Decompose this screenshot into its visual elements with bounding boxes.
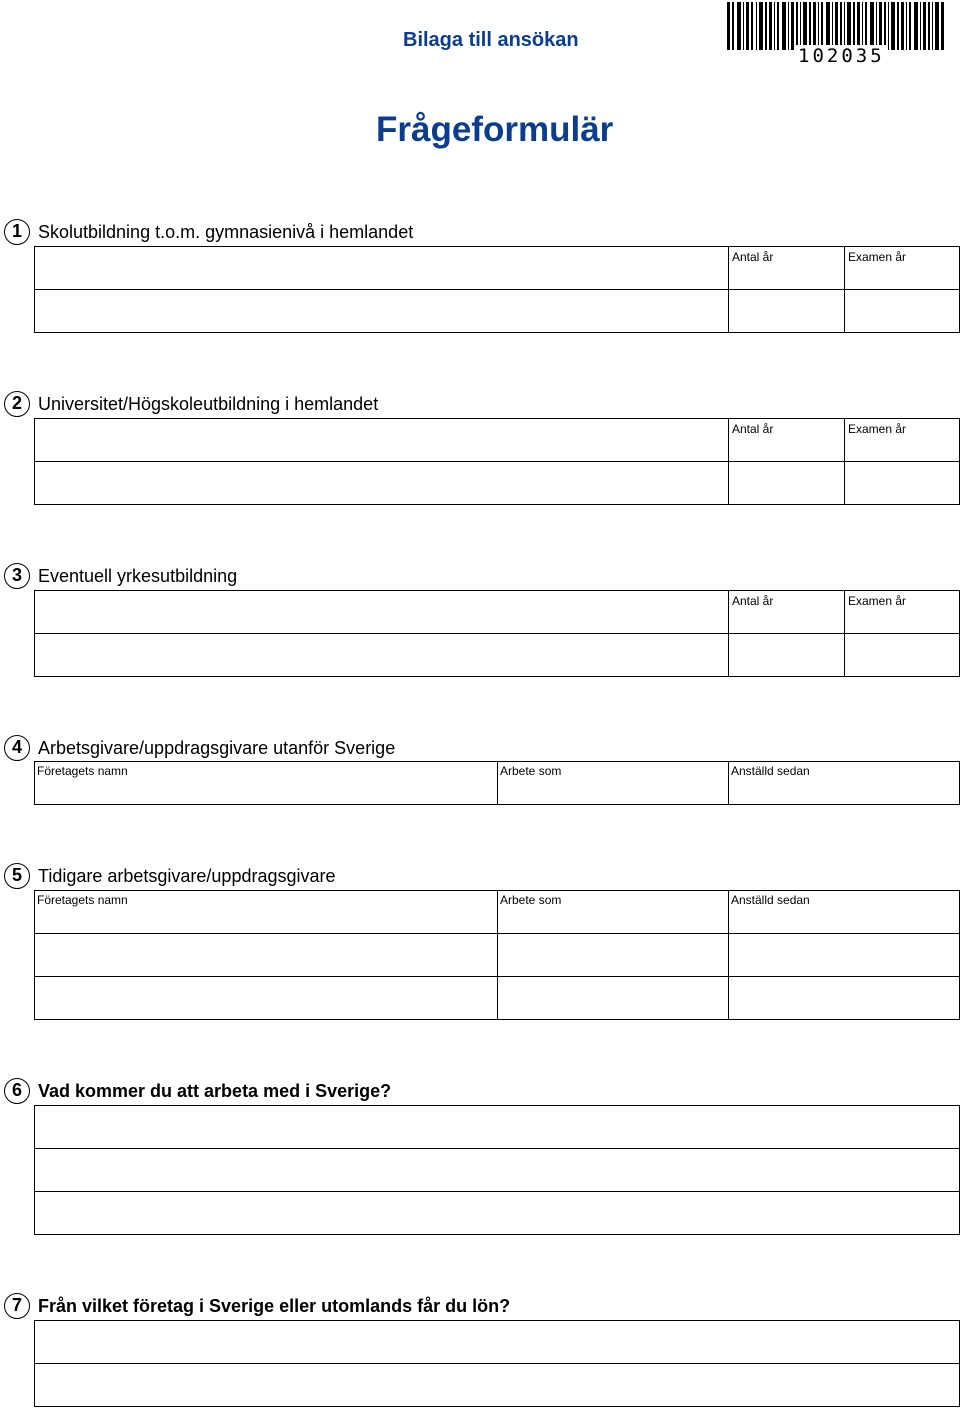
work-in-sweden-field-row2[interactable] [36,1150,958,1190]
section-number: 1 [4,219,30,245]
form-header-title: Bilaga till ansökan [403,29,579,51]
salary-company-field-row2[interactable] [36,1365,958,1405]
previous-employed-since-field-row2[interactable] [729,934,958,974]
university-exam-year-field-row2[interactable] [845,463,957,503]
company-name-label: Företagets namn [37,893,128,907]
school-years-field-row2[interactable] [729,291,841,331]
school-exam-year-field[interactable] [845,262,957,288]
company-name-label: Företagets namn [37,764,128,778]
employed-since-field[interactable] [729,778,958,803]
exam-year-label: Examen år [848,422,907,436]
years-label: Antal år [732,594,774,608]
section-number: 4 [4,735,30,761]
section-number: 7 [4,1293,30,1319]
previous-employed-since-field[interactable] [729,907,958,932]
work-as-field[interactable] [498,778,726,803]
exam-year-label: Examen år [848,594,907,608]
university-exam-year-field[interactable] [845,434,957,460]
section-number: 3 [4,563,30,589]
section-title: Vad kommer du att arbeta med i Sverige? [38,1081,392,1101]
vocational-field[interactable] [36,592,726,632]
work-as-label: Arbete som [500,893,562,907]
years-label: Antal år [732,422,774,436]
vocational-exam-year-field-row2[interactable] [845,635,957,675]
university-field[interactable] [36,420,726,460]
company-name-field[interactable] [36,778,495,803]
work-in-sweden-field-row1[interactable] [36,1107,958,1147]
previous-company-field[interactable] [36,907,495,932]
section-title: Universitet/Högskoleutbildning i hemlandet [38,394,379,414]
page-title: Frågeformulär [376,110,614,149]
school-field-row2[interactable] [36,291,726,331]
employed-since-label: Anställd sedan [731,893,810,907]
school-years-field[interactable] [729,262,841,288]
work-in-sweden-field-row3[interactable] [36,1193,958,1233]
previous-employed-since-field-row3[interactable] [729,977,958,1018]
exam-year-label: Examen år [848,250,907,264]
university-field-row2[interactable] [36,463,726,503]
form-number: 102035 [798,45,885,67]
section-title: Skolutbildning t.o.m. gymnasienivå i hemlandet [38,222,414,242]
salary-company-field-row1[interactable] [36,1322,958,1362]
university-years-field[interactable] [729,434,841,460]
previous-work-as-field[interactable] [498,907,726,932]
years-label: Antal år [732,250,774,264]
previous-work-as-field-row3[interactable] [498,977,726,1018]
section-title: Tidigare arbetsgivare/uppdragsgivare [38,866,336,886]
previous-company-field-row3[interactable] [36,977,495,1018]
employed-since-label: Anställd sedan [731,764,810,778]
work-as-label: Arbete som [500,764,562,778]
school-field[interactable] [36,248,726,288]
university-years-field-row2[interactable] [729,463,841,503]
vocational-years-field-row2[interactable] [729,635,841,675]
section-number: 6 [4,1078,30,1104]
section-title: Eventuell yrkesutbildning [38,566,238,586]
school-exam-year-field-row2[interactable] [845,291,957,331]
section-title: Arbetsgivare/uppdragsgivare utanför Sverige [38,738,396,758]
section-number: 5 [4,863,30,889]
vocational-field-row2[interactable] [36,635,726,675]
previous-company-field-row2[interactable] [36,934,495,974]
previous-work-as-field-row2[interactable] [498,934,726,974]
vocational-years-field[interactable] [729,606,841,632]
barcode-icon [727,2,945,50]
section-number: 2 [4,391,30,417]
section-title: Från vilket företag i Sverige eller utomlands får du lön? [38,1296,511,1316]
vocational-exam-year-field[interactable] [845,606,957,632]
